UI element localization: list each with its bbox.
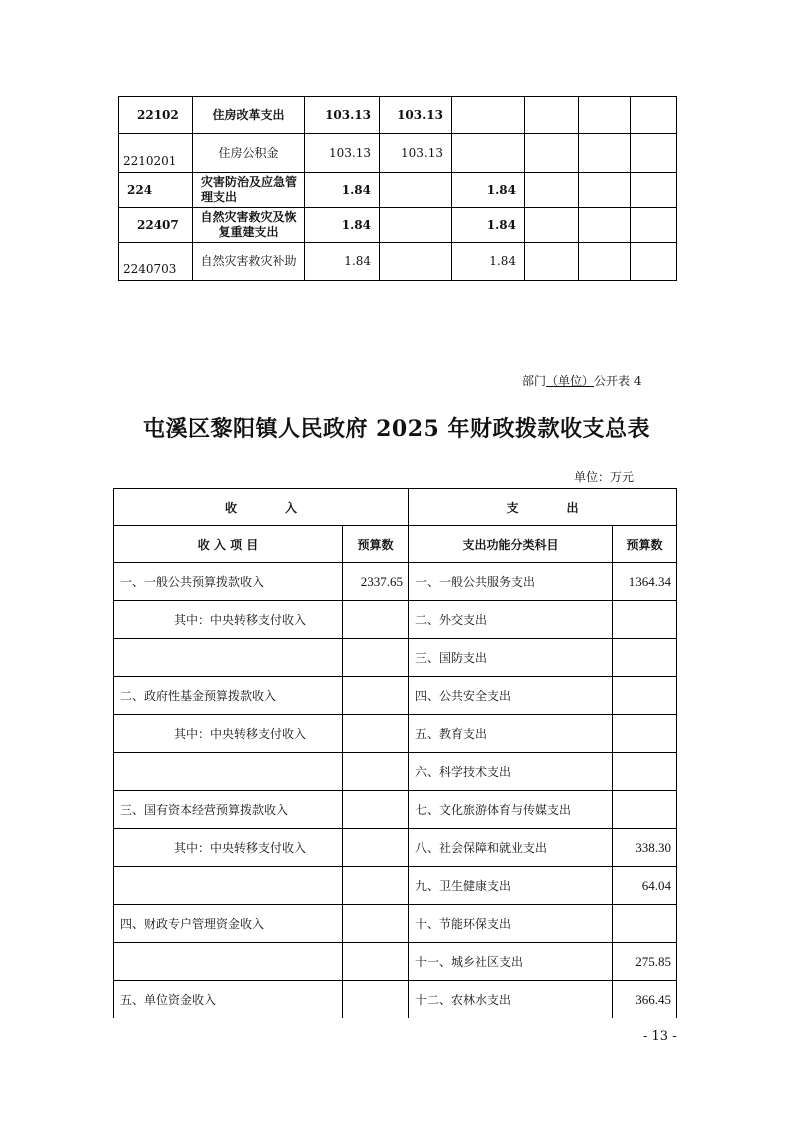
expense-amount (613, 601, 677, 639)
table-row (114, 601, 677, 639)
expense-amount (613, 905, 677, 943)
item-name: 住房改革支出 (193, 97, 305, 134)
item-code: 2210201 (119, 134, 193, 173)
item-project: 1.84 (452, 243, 525, 281)
income-amount-header: 预算数 (343, 526, 409, 563)
empty-cell (525, 243, 579, 281)
item-name: 自然灾害救灾补助 (193, 243, 305, 281)
summary-table (113, 488, 677, 1018)
expense-item: 十、节能环保支出 (409, 905, 613, 943)
expense-amount-header: 预算数 (613, 526, 677, 563)
expense-item-header: 支出功能分类科目 (409, 526, 613, 563)
item-name: 自然灾害救灾及恢复重建支出 (193, 208, 305, 243)
income-item: 二、政府性基金预算拨款收入 (114, 677, 343, 715)
income-amount: 2337.65 (343, 563, 409, 601)
income-amount (343, 753, 409, 791)
income-item (114, 639, 343, 677)
empty-cell (631, 173, 677, 208)
item-basic (380, 208, 452, 243)
table-label-suffix: 公开表 4 (594, 374, 642, 388)
expense-amount: 1364.34 (613, 563, 677, 601)
expense-amount (613, 753, 677, 791)
item-code: 22102 (119, 97, 193, 134)
unit-label: 单位：万元 (574, 470, 635, 484)
item-code: 224 (119, 173, 193, 208)
expense-item: 一、一般公共服务支出 (409, 563, 613, 601)
table-row (114, 677, 677, 715)
income-amount (343, 601, 409, 639)
item-basic: 103.13 (380, 97, 452, 134)
table-row (119, 173, 677, 208)
item-code: 22407 (119, 208, 193, 243)
table-row (119, 243, 677, 281)
expense-item: 五、教育支出 (409, 715, 613, 753)
expense-amount: 64.04 (613, 867, 677, 905)
expense-amount (613, 639, 677, 677)
table-row (114, 753, 677, 791)
income-item: 一、一般公共预算拨款收入 (114, 563, 343, 601)
income-amount (343, 715, 409, 753)
empty-cell (579, 134, 631, 173)
table-label-prefix: 部门 (522, 374, 547, 388)
empty-cell (579, 208, 631, 243)
income-item: 其中：中央转移支付收入 (114, 601, 343, 639)
income-item (114, 753, 343, 791)
income-amount (343, 905, 409, 943)
item-total: 103.13 (305, 97, 380, 134)
empty-cell (579, 243, 631, 281)
item-project (452, 97, 525, 134)
expense-item: 十二、农林水支出 (409, 981, 613, 1019)
item-total: 103.13 (305, 134, 380, 173)
income-amount (343, 791, 409, 829)
expense-item: 八、社会保障和就业支出 (409, 829, 613, 867)
empty-cell (631, 97, 677, 134)
table-row (119, 97, 677, 134)
page-title: 屯溪区黎阳镇人民政府 2025 年财政拨款收支总表 (142, 416, 651, 442)
item-total: 1.84 (305, 243, 380, 281)
empty-cell (631, 243, 677, 281)
income-amount (343, 943, 409, 981)
expense-item: 十一、城乡社区支出 (409, 943, 613, 981)
empty-cell (631, 208, 677, 243)
empty-cell (525, 173, 579, 208)
expense-item: 七、文化旅游体育与传媒支出 (409, 791, 613, 829)
empty-cell (631, 134, 677, 173)
income-item: 四、财政专户管理资金收入 (114, 905, 343, 943)
income-amount (343, 677, 409, 715)
item-name: 住房公积金 (193, 134, 305, 173)
expense-amount (613, 791, 677, 829)
expense-header: 支 出 (409, 489, 677, 526)
expense-amount: 338.30 (613, 829, 677, 867)
expenditure-detail-table (118, 96, 677, 281)
income-item: 其中：中央转移支付收入 (114, 829, 343, 867)
item-basic: 103.13 (380, 134, 452, 173)
header-row (114, 489, 677, 526)
expense-item: 四、公共安全支出 (409, 677, 613, 715)
income-amount (343, 867, 409, 905)
income-header: 收 入 (114, 489, 409, 526)
table-label-unit: （单位） (546, 374, 595, 388)
expense-amount: 275.85 (613, 943, 677, 981)
table-row (114, 981, 677, 1019)
table-row (114, 715, 677, 753)
table-row (119, 134, 677, 173)
item-basic (380, 243, 452, 281)
table-row (114, 867, 677, 905)
subheader-row (114, 526, 677, 563)
expense-item: 六、科学技术支出 (409, 753, 613, 791)
table-row (114, 829, 677, 867)
expense-item: 九、卫生健康支出 (409, 867, 613, 905)
item-name: 灾害防治及应急管理支出 (193, 173, 305, 208)
income-amount (343, 639, 409, 677)
income-amount (343, 829, 409, 867)
table-row (114, 943, 677, 981)
expense-item: 三、国防支出 (409, 639, 613, 677)
income-item-header: 收 入 项 目 (114, 526, 343, 563)
item-project (452, 134, 525, 173)
income-item: 其中：中央转移支付收入 (114, 715, 343, 753)
table-row (114, 639, 677, 677)
page-number: - 13 - (643, 1029, 677, 1044)
table-row (114, 791, 677, 829)
item-project: 1.84 (452, 173, 525, 208)
empty-cell (579, 173, 631, 208)
empty-cell (525, 97, 579, 134)
empty-cell (525, 208, 579, 243)
item-total: 1.84 (305, 173, 380, 208)
income-amount (343, 981, 409, 1019)
table-row (119, 208, 677, 243)
item-basic (380, 173, 452, 208)
item-code: 2240703 (119, 243, 193, 281)
income-item: 三、国有资本经营预算拨款收入 (114, 791, 343, 829)
expense-item: 二、外交支出 (409, 601, 613, 639)
item-project: 1.84 (452, 208, 525, 243)
table-row (114, 905, 677, 943)
income-item (114, 867, 343, 905)
empty-cell (525, 134, 579, 173)
expense-amount (613, 715, 677, 753)
income-item: 五、单位资金收入 (114, 981, 343, 1019)
table-label (522, 372, 641, 389)
item-total: 1.84 (305, 208, 380, 243)
expense-amount: 366.45 (613, 981, 677, 1019)
expense-amount (613, 677, 677, 715)
income-item (114, 943, 343, 981)
empty-cell (579, 97, 631, 134)
table-row (114, 563, 677, 601)
